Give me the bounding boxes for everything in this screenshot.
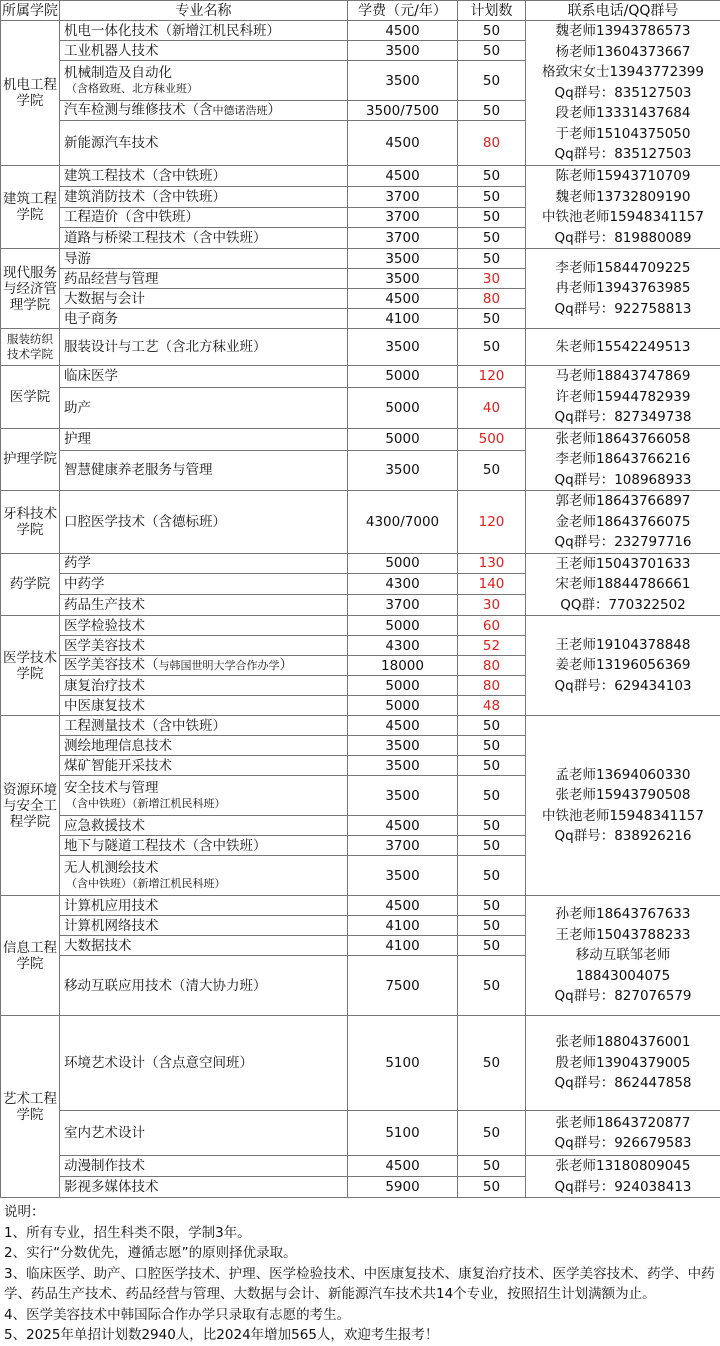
contact-line: 杨老师13604373667 <box>526 42 720 63</box>
table-row <box>1 616 720 636</box>
contact-line: 王老师15043701633 <box>526 554 720 575</box>
major-subnote: （含中铁班）（新增江机民科班） <box>64 876 347 891</box>
major-cell <box>60 387 348 428</box>
college-cell: 牙科技术学院 <box>1 491 60 554</box>
plan-cell: 130 <box>458 553 526 574</box>
college-cell: 现代服务与经济管理学院 <box>1 249 60 329</box>
major-name: 导游 <box>64 251 91 267</box>
college-cell: 机电工程学院 <box>1 21 60 166</box>
major-cell <box>60 450 348 490</box>
college-cell: 服装纺织技术学院 <box>1 329 60 366</box>
header-fee: 学费（元/年） <box>348 1 458 21</box>
college-cell: 医学技术学院 <box>1 616 60 716</box>
major-cell <box>60 166 348 187</box>
contact-line: 18843004075 <box>526 966 720 987</box>
table-row <box>1 366 720 388</box>
contact-line: 中铁池老师15948341157 <box>526 207 720 228</box>
plan-cell: 50 <box>458 186 526 207</box>
major-cell <box>60 101 348 121</box>
major-cell <box>60 186 348 207</box>
major-name: 建筑消防技术（含中铁班） <box>64 189 226 205</box>
major-name: 动漫制作技术 <box>64 1158 145 1174</box>
major-name: 电子商务 <box>64 311 118 327</box>
contact-line: QQ群：770322502 <box>526 595 720 616</box>
contact-line: 李老师15844709225 <box>526 258 720 279</box>
major-cell <box>60 856 348 896</box>
fee-cell: 3500 <box>348 856 458 896</box>
fee-cell: 3500 <box>348 269 458 289</box>
major-cell <box>60 616 348 636</box>
major-cell <box>60 289 348 309</box>
contact-cell <box>526 21 720 166</box>
fee-cell: 4500 <box>348 1156 458 1177</box>
major-cell <box>60 41 348 61</box>
contact-line: 马老师18843747869 <box>526 366 720 387</box>
fee-cell: 3500 <box>348 61 458 101</box>
plan-cell: 30 <box>458 595 526 616</box>
major-name: 大数据与会计 <box>64 291 145 307</box>
contact-cell <box>526 1111 720 1156</box>
plan-cell: 50 <box>458 816 526 836</box>
contact-cell <box>526 716 720 896</box>
contact-cell <box>526 491 720 554</box>
college-cell: 医学院 <box>1 366 60 429</box>
plan-cell: 50 <box>458 21 526 41</box>
contact-line: Qq群号：922758813 <box>526 299 720 320</box>
contact-line: 陈老师15943710709 <box>526 166 720 187</box>
fee-cell: 4500 <box>348 896 458 916</box>
major-name: 医学检验技术 <box>64 618 145 634</box>
major-note-close: ） <box>280 657 294 673</box>
major-name: 影视多媒体技术 <box>64 1179 159 1195</box>
plan-cell: 80 <box>458 121 526 166</box>
major-name: 临床医学 <box>64 368 118 384</box>
plan-cell: 50 <box>458 61 526 101</box>
fee-cell: 3500 <box>348 776 458 816</box>
major-cell <box>60 121 348 166</box>
major-name: 医学美容技术 <box>64 638 145 654</box>
major-name: 地下与隧道工程技术（含中铁班） <box>64 838 267 854</box>
major-name: 新能源汽车技术 <box>64 135 159 151</box>
plan-cell: 80 <box>458 656 526 676</box>
major-cell <box>60 207 348 228</box>
contact-line: Qq群号：232797716 <box>526 532 720 553</box>
table-row <box>1 166 720 187</box>
major-name: 智慧健康养老服务与管理 <box>64 462 213 478</box>
fee-cell: 5000 <box>348 696 458 716</box>
plan-cell: 50 <box>458 856 526 896</box>
fee-cell: 3500 <box>348 736 458 756</box>
note-item: 1、所有专业，招生科类不限，学制3年。 <box>4 1223 716 1244</box>
major-cell <box>60 1016 348 1111</box>
major-cell <box>60 269 348 289</box>
plan-cell: 50 <box>458 1111 526 1156</box>
major-name: 大数据技术 <box>64 938 132 954</box>
fee-cell: 4500 <box>348 716 458 736</box>
plan-cell: 50 <box>458 1156 526 1177</box>
major-name: 机电一体化技术（新增江机民科班） <box>64 23 280 39</box>
major-cell <box>60 636 348 656</box>
contact-line: 王老师19104378848 <box>526 635 720 656</box>
plan-cell: 52 <box>458 636 526 656</box>
contact-line: 姜老师13196056369 <box>526 655 720 676</box>
plan-cell: 80 <box>458 676 526 696</box>
header-major: 专业名称 <box>60 1 348 21</box>
plan-cell: 30 <box>458 269 526 289</box>
contact-line: 张老师13180809045 <box>526 1156 720 1177</box>
fee-cell: 3700 <box>348 228 458 249</box>
plan-cell: 50 <box>458 101 526 121</box>
fee-cell: 4500 <box>348 121 458 166</box>
plan-cell: 40 <box>458 387 526 428</box>
fee-cell: 7500 <box>348 956 458 1016</box>
plan-cell: 50 <box>458 916 526 936</box>
major-name: 道路与桥梁工程技术（含中铁班） <box>64 230 267 246</box>
fee-cell: 4100 <box>348 936 458 956</box>
fee-cell: 3500 <box>348 450 458 490</box>
plan-cell: 50 <box>458 956 526 1016</box>
fee-cell: 3500 <box>348 329 458 366</box>
table-row <box>1 249 720 269</box>
table-row <box>1 1016 720 1111</box>
fee-cell: 4500 <box>348 166 458 187</box>
table-row <box>1 21 720 41</box>
major-cell <box>60 249 348 269</box>
major-name: 工程测量技术（含中铁班） <box>64 718 226 734</box>
fee-cell: 3500 <box>348 756 458 776</box>
contact-line: 移动互联邹老师 <box>526 945 720 966</box>
fee-cell: 4100 <box>348 309 458 329</box>
college-cell: 信息工程学院 <box>1 896 60 1016</box>
contact-line: 张老师18643766058 <box>526 429 720 450</box>
major-name: 环境艺术设计（含点意空间班） <box>64 1055 253 1071</box>
major-name: 安全技术与管理 <box>64 780 159 796</box>
fee-cell: 5000 <box>348 616 458 636</box>
major-cell <box>60 574 348 595</box>
major-name: 汽车检测与维修技术（含 <box>64 102 213 118</box>
contact-line: Qq群号：926679583 <box>526 1133 720 1154</box>
header-row <box>1 1 720 21</box>
contact-cell <box>526 329 720 366</box>
major-cell <box>60 776 348 816</box>
plan-cell: 50 <box>458 450 526 490</box>
contact-line: 魏老师13732809190 <box>526 187 720 208</box>
contact-cell <box>526 166 720 249</box>
major-name: 室内艺术设计 <box>64 1125 145 1141</box>
fee-cell: 4100 <box>348 916 458 936</box>
plan-cell: 50 <box>458 936 526 956</box>
fee-cell: 3500/7500 <box>348 101 458 121</box>
note-item: 3、临床医学、助产、口腔医学技术、护理、医学检验技术、中医康复技术、康复治疗技术、医学美容技术、药学、中药学、药品生产技术、药品经营与管理、大数据与会计、新能源汽车技术共14个专业，按照招生计划满额为止。 <box>4 1264 716 1305</box>
header-college: 所属学院 <box>1 1 60 21</box>
major-cell <box>60 329 348 366</box>
contact-line: 冉老师13943763985 <box>526 278 720 299</box>
contact-line: 孙老师18643767633 <box>526 904 720 925</box>
plan-cell: 50 <box>458 756 526 776</box>
contact-line: 孟老师13694060330 <box>526 765 720 786</box>
contact-line: 宋老师18844786661 <box>526 574 720 595</box>
plan-cell: 50 <box>458 1016 526 1111</box>
plan-cell: 50 <box>458 1177 526 1198</box>
major-name: 药品经营与管理 <box>64 271 159 287</box>
fee-cell: 5100 <box>348 1111 458 1156</box>
major-cell <box>60 595 348 616</box>
fee-cell: 18000 <box>348 656 458 676</box>
contact-line: 中铁池老师15948341157 <box>526 806 720 827</box>
major-name: 康复治疗技术 <box>64 678 145 694</box>
contact-line: 李老师18643766216 <box>526 449 720 470</box>
major-name: 移动互联应用技术（清大协力班） <box>64 978 267 994</box>
contact-line: 郭老师18643766897 <box>526 491 720 512</box>
plan-cell: 120 <box>458 491 526 554</box>
fee-cell: 4300 <box>348 636 458 656</box>
contact-cell <box>526 1016 720 1111</box>
major-name: 药品生产技术 <box>64 597 145 613</box>
college-cell: 药学院 <box>1 553 60 616</box>
fee-cell: 5100 <box>348 1016 458 1111</box>
major-name: 中药学 <box>64 576 105 592</box>
table-row <box>1 491 720 554</box>
college-cell: 艺术工程学院 <box>1 1016 60 1198</box>
notes-section <box>0 1198 720 1346</box>
major-cell <box>60 21 348 41</box>
major-cell <box>60 956 348 1016</box>
plan-cell: 50 <box>458 207 526 228</box>
major-name: 中医康复技术 <box>64 698 145 714</box>
major-cell <box>60 1111 348 1156</box>
table-row <box>1 329 720 366</box>
plan-cell: 50 <box>458 836 526 856</box>
major-name: 护理 <box>64 431 91 447</box>
contact-line: Qq群号：924038413 <box>526 1177 720 1198</box>
contact-line: Qq群号：827349738 <box>526 407 720 428</box>
contact-cell <box>526 896 720 1016</box>
major-cell <box>60 491 348 554</box>
major-cell <box>60 716 348 736</box>
plan-cell: 50 <box>458 166 526 187</box>
contact-line: 张老师18804376001 <box>526 1032 720 1053</box>
major-name: 工程造价（含中铁班） <box>64 209 199 225</box>
major-cell <box>60 1156 348 1177</box>
note-item: 5、2025年单招计划数2940人，比2024年增加565人，欢迎考生报考！ <box>4 1325 716 1346</box>
contact-cell <box>526 1156 720 1198</box>
header-contact: 联系电话/QQ群号 <box>526 1 720 21</box>
table-row <box>1 1111 720 1156</box>
plan-cell: 60 <box>458 616 526 636</box>
college-cell: 护理学院 <box>1 428 60 491</box>
fee-cell: 5000 <box>348 676 458 696</box>
fee-cell: 5000 <box>348 428 458 450</box>
plan-cell: 48 <box>458 696 526 716</box>
major-cell <box>60 736 348 756</box>
major-cell <box>60 836 348 856</box>
contact-line: Qq群号：827076579 <box>526 986 720 1007</box>
contact-line: 王老师15043788233 <box>526 925 720 946</box>
contact-line: 魏老师13943786573 <box>526 21 720 42</box>
major-cell <box>60 896 348 916</box>
fee-cell: 4500 <box>348 289 458 309</box>
fee-cell: 3500 <box>348 249 458 269</box>
contact-line: 许老师15944782939 <box>526 387 720 408</box>
fee-cell: 5000 <box>348 366 458 388</box>
major-note: 与韩国世明大学合作办学 <box>159 659 280 672</box>
contact-line: 段老师13331437684 <box>526 103 720 124</box>
plan-cell: 80 <box>458 289 526 309</box>
major-name: 工业机器人技术 <box>64 43 159 59</box>
major-cell <box>60 228 348 249</box>
contact-line: Qq群号：835127503 <box>526 144 720 165</box>
contact-line: 格致宋女士13943772399 <box>526 62 720 83</box>
major-name: 无人机测绘技术 <box>64 860 159 876</box>
fee-cell: 5000 <box>348 387 458 428</box>
major-subnote: （含中铁班）（新增江机民科班） <box>64 796 347 811</box>
major-cell <box>60 656 348 676</box>
major-name: 煤矿智能开采技术 <box>64 758 172 774</box>
major-note-close: ） <box>268 102 282 118</box>
contact-line: Qq群号：862447858 <box>526 1073 720 1094</box>
fee-cell: 4300/7000 <box>348 491 458 554</box>
fee-cell: 4300 <box>348 574 458 595</box>
major-cell <box>60 936 348 956</box>
contact-line: 于老师15104375050 <box>526 124 720 145</box>
plan-cell: 120 <box>458 366 526 388</box>
major-cell <box>60 428 348 450</box>
header-plan: 计划数 <box>458 1 526 21</box>
contact-cell <box>526 553 720 616</box>
fee-cell: 3700 <box>348 836 458 856</box>
notes-title: 说明： <box>4 1202 716 1223</box>
major-name: 机械制造及自动化 <box>64 65 172 81</box>
plan-cell: 50 <box>458 41 526 61</box>
table-row <box>1 553 720 574</box>
plan-cell: 50 <box>458 329 526 366</box>
college-cell: 资源环境与安全工程学院 <box>1 716 60 896</box>
contact-line: Qq群号：835127503 <box>526 83 720 104</box>
contact-line: Qq群号：819880089 <box>526 228 720 249</box>
plan-cell: 50 <box>458 716 526 736</box>
table-row <box>1 428 720 450</box>
major-name: 应急救援技术 <box>64 818 145 834</box>
fee-cell: 4500 <box>348 816 458 836</box>
plan-cell: 50 <box>458 896 526 916</box>
major-note: 中德诺浩班 <box>213 104 268 117</box>
contact-line: Qq群号：629434103 <box>526 676 720 697</box>
plan-cell: 140 <box>458 574 526 595</box>
major-cell <box>60 309 348 329</box>
major-name: 口腔医学技术（含德标班） <box>64 514 226 530</box>
contact-line: 殷老师13904379005 <box>526 1053 720 1074</box>
plan-cell: 50 <box>458 309 526 329</box>
contact-line: 朱老师15542249513 <box>526 337 720 358</box>
major-name: 服装设计与工艺（含北方秣业班） <box>64 339 267 355</box>
fee-cell: 5000 <box>348 553 458 574</box>
table-row <box>1 1156 720 1177</box>
major-cell <box>60 366 348 388</box>
contact-cell <box>526 249 720 329</box>
major-name: 医学美容技术（ <box>64 657 159 673</box>
major-cell <box>60 756 348 776</box>
plan-cell: 50 <box>458 249 526 269</box>
fee-cell: 3700 <box>348 186 458 207</box>
table-row <box>1 896 720 916</box>
major-name: 测绘地理信息技术 <box>64 738 172 754</box>
major-name: 建筑工程技术（含中铁班） <box>64 168 226 184</box>
contact-cell <box>526 366 720 429</box>
major-cell <box>60 916 348 936</box>
fee-cell: 4500 <box>348 21 458 41</box>
major-cell <box>60 553 348 574</box>
major-name: 助产 <box>64 400 91 416</box>
note-item: 4、医学美容技术中韩国际合作办学只录取有志愿的考生。 <box>4 1305 716 1326</box>
major-cell <box>60 676 348 696</box>
fee-cell: 3700 <box>348 595 458 616</box>
plan-cell: 50 <box>458 736 526 756</box>
major-cell <box>60 816 348 836</box>
table-body <box>1 21 720 1198</box>
plan-cell: 50 <box>458 228 526 249</box>
contact-line: Qq群号：108968933 <box>526 470 720 491</box>
major-cell <box>60 61 348 101</box>
fee-cell: 3500 <box>348 41 458 61</box>
major-cell <box>60 696 348 716</box>
major-name: 计算机网络技术 <box>64 918 159 934</box>
plan-cell: 500 <box>458 428 526 450</box>
contact-line: 张老师18643720877 <box>526 1113 720 1134</box>
contact-line: Qq群号：838926216 <box>526 826 720 847</box>
major-subnote: （含格致班、北方秣业班） <box>64 81 347 96</box>
major-name: 计算机应用技术 <box>64 898 159 914</box>
plan-cell: 50 <box>458 776 526 816</box>
contact-line: 金老师18643766075 <box>526 512 720 533</box>
table-row <box>1 716 720 736</box>
fee-cell: 3700 <box>348 207 458 228</box>
note-item: 2、实行“分数优先，遵循志愿”的原则择优录取。 <box>4 1243 716 1264</box>
major-cell <box>60 1177 348 1198</box>
major-name: 药学 <box>64 555 91 571</box>
contact-cell <box>526 428 720 491</box>
contact-cell <box>526 616 720 716</box>
contact-line: 张老师15943790508 <box>526 785 720 806</box>
fee-cell: 5900 <box>348 1177 458 1198</box>
college-cell: 建筑工程学院 <box>1 166 60 249</box>
